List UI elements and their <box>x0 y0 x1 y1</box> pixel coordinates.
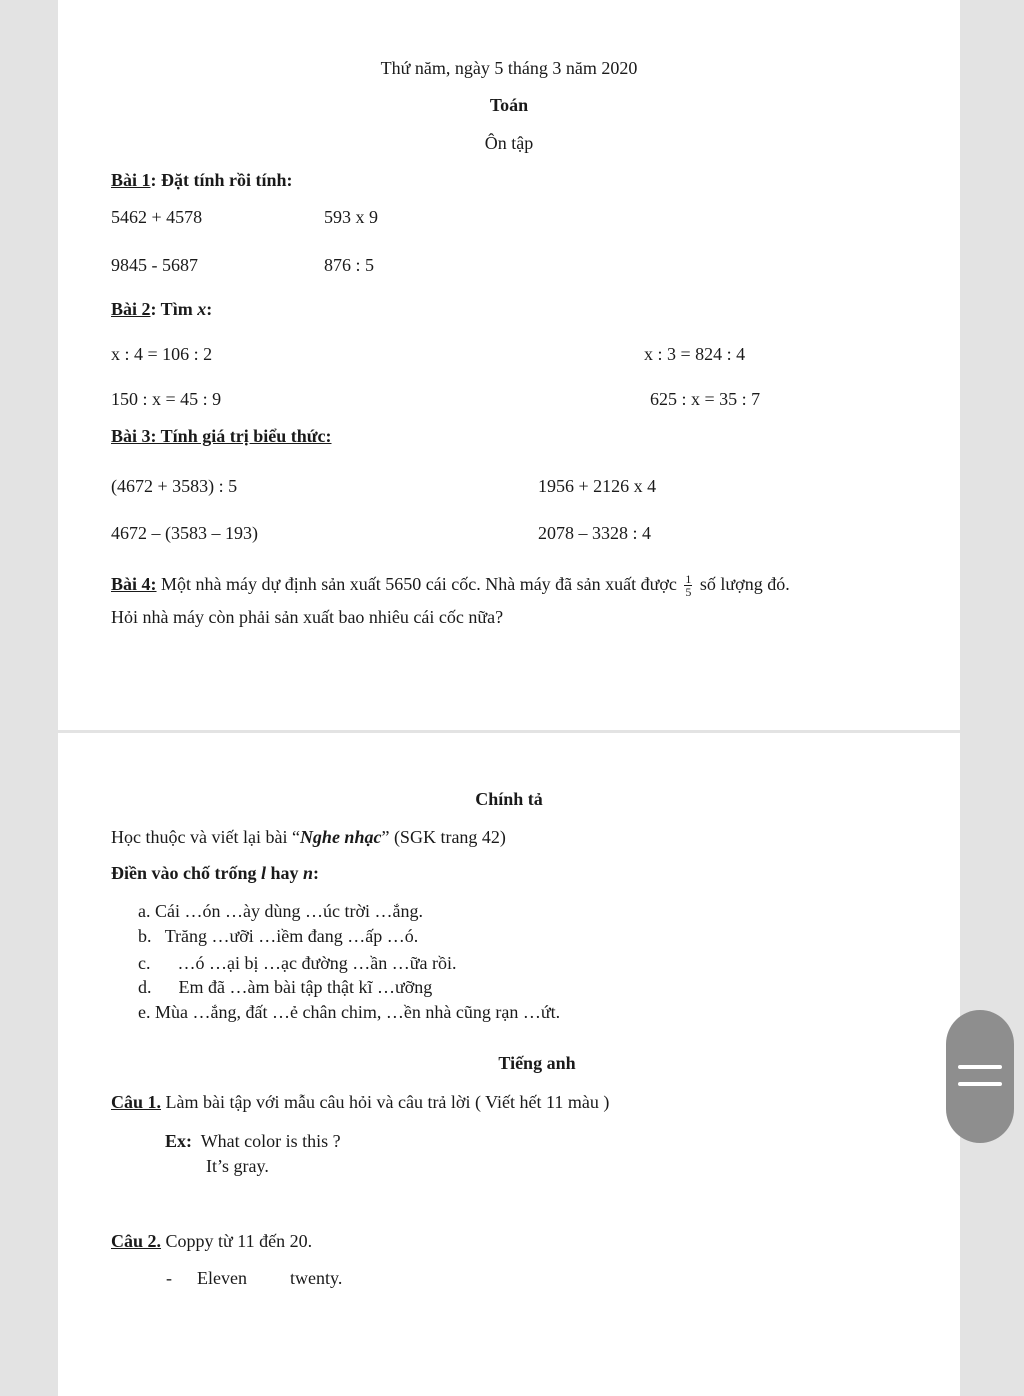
bai3-item: 1956 + 2126 x 4 <box>538 476 657 496</box>
bai3-item: 2078 – 3328 : 4 <box>538 523 652 543</box>
bai2-title-var: x <box>197 299 207 319</box>
example-question <box>165 1130 341 1152</box>
chinh-ta-instruction <box>111 826 506 848</box>
bai2-title-pre: : Tìm <box>150 299 198 319</box>
word-eleven: Eleven <box>197 1268 247 1288</box>
cau1-line <box>111 1091 609 1113</box>
list-marker: e. <box>138 1002 151 1022</box>
bai4-label: Bài 4: <box>111 574 157 594</box>
bai2-item: 625 : x = 35 : 7 <box>650 389 761 409</box>
fill-l: l <box>261 863 267 883</box>
list-marker: d. <box>138 977 152 997</box>
list-item <box>138 900 423 922</box>
list-item-text: Mùa …ắng, đất …ẻ chân chim, …ền nhà cũng rạn …ứt. <box>155 1002 561 1022</box>
document-page-1 <box>58 0 960 730</box>
list-item <box>138 925 418 947</box>
bai1-heading <box>111 169 293 191</box>
word-twenty: twenty. <box>290 1268 343 1288</box>
fill-mid: hay <box>266 863 304 883</box>
bullet-dash: - <box>166 1268 172 1288</box>
bai3-item: (4672 + 3583) : 5 <box>111 476 238 496</box>
example-question-text: What color is this ? <box>200 1131 341 1151</box>
lesson-title: Ôn tập <box>484 133 534 153</box>
instruction-post: ” (SGK trang 42) <box>381 827 506 847</box>
list-item <box>138 976 432 998</box>
fill-post: : <box>313 863 320 883</box>
bai2-title-post: : <box>206 299 213 319</box>
grip-line-top <box>958 1065 1002 1069</box>
bai1-item: 876 : 5 <box>324 255 375 275</box>
list-item-text: Em đã …àm bài tập thật kĩ …ưỡng <box>178 977 433 997</box>
cau2-text: Coppy từ 11 đến 20. <box>161 1231 313 1251</box>
bai4-line2: Hỏi nhà máy còn phải sản xuất bao nhiêu cái cốc nữa? <box>111 607 504 627</box>
cau1-text: Làm bài tập với mẫu câu hỏi và câu trả lời ( Viết hết 11 màu ) <box>161 1092 610 1112</box>
list-item <box>138 952 456 974</box>
bai4-text2: số lượng đó. <box>695 574 790 594</box>
list-marker: a. <box>138 901 151 921</box>
list-item-text: Trăng …ưỡi …iềm đang …ấp …ó. <box>164 926 419 946</box>
song-title: Nghe nhạc <box>299 827 382 847</box>
grip-line-bottom <box>958 1082 1002 1086</box>
example-answer: It’s gray. <box>206 1156 269 1176</box>
cau1-label: Câu 1. <box>111 1092 162 1112</box>
bai1-label: Bài 1 <box>111 170 151 190</box>
bai1-item: 9845 - 5687 <box>111 255 198 275</box>
bai3-item: 4672 – (3583 – 193) <box>111 523 258 543</box>
bai4-line1 <box>111 573 790 598</box>
bai2-item: x : 4 = 106 : 2 <box>111 344 213 364</box>
cau2-label: Câu 2. <box>111 1231 162 1251</box>
tieng-anh-title: Tiếng anh <box>498 1053 576 1073</box>
example-label: Ex: <box>165 1131 192 1151</box>
bai1-item: 593 x 9 <box>324 207 378 227</box>
list-item <box>138 1001 560 1023</box>
bai2-heading <box>111 298 212 320</box>
chinh-ta-title: Chính tả <box>475 789 543 809</box>
bai2-item: x : 3 = 824 : 4 <box>644 344 746 364</box>
instruction-pre: Học thuộc và viết lại bài “ <box>111 827 300 847</box>
bai1-title: : Đặt tính rồi tính: <box>150 170 293 190</box>
fraction-denominator: 5 <box>685 585 692 600</box>
scroll-handle[interactable] <box>946 1010 1014 1143</box>
fraction <box>684 573 692 598</box>
list-item-text: Cái …ón …ày dùng …úc trời …ắng. <box>155 901 423 921</box>
bai2-item: 150 : x = 45 : 9 <box>111 389 222 409</box>
cau2-line <box>111 1230 312 1252</box>
list-marker: b. <box>138 926 152 946</box>
bai3-heading: Bài 3: Tính giá trị biểu thức: <box>111 426 332 446</box>
bai2-label: Bài 2 <box>111 299 151 319</box>
list-item-text: …ó …ại bị …ạc đường …ần …ữa rồi. <box>177 953 457 973</box>
list-marker: c. <box>138 953 151 973</box>
fill-n: n <box>303 863 314 883</box>
fraction-numerator: 1 <box>685 572 692 587</box>
bai4-text1: Một nhà máy dự định sản xuất 5650 cái cốc. Nhà máy đã sản xuất được <box>156 574 682 594</box>
subject-title: Toán <box>489 95 529 115</box>
bai1-item: 5462 + 4578 <box>111 207 203 227</box>
fill-blank-heading <box>111 862 319 884</box>
date-line: Thứ năm, ngày 5 tháng 3 năm 2020 <box>380 58 638 78</box>
fill-pre: Điền vào chố trống <box>111 863 261 883</box>
document-page-2 <box>58 733 960 1396</box>
